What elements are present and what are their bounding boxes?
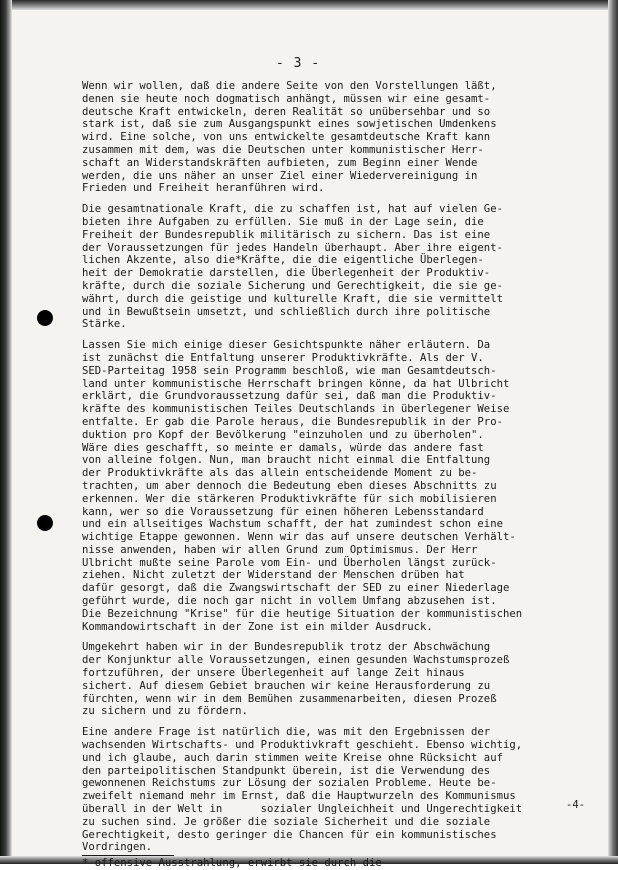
punch-hole-lower (37, 515, 53, 531)
paragraph-2: Die gesamtnationale Kraft, die zu schaffen ist, hat auf vielen Ge- bieten ihre Aufgaben zu erfüllen. Sie muß in der Lage sein, die Freiheit der Bundesrepublik militärisch zu sichern. Das ist eine der Voraussetzungen für jedes Handeln überhaupt. Aber ihre eigent- lichen Akzente, also die*Kräfte, die die eigentliche Überlegen- heit der Demokratie darstellen, die Überlegenheit der Produktiv- kräfte, durch die soziale Sicherung und Gerechtigkeit, die sie ge- währt, durch die geistige und kulturelle Kraft, die sie vermittelt und in Bewußtsein umsetzt, und schließlich durch ihre politische Stärke. (82, 203, 503, 331)
document-body (82, 80, 598, 870)
next-page-marker: -4- (566, 799, 586, 811)
punch-hole-upper (37, 310, 53, 326)
paragraph-1: Wenn wir wollen, daß die andere Seite von den Vorstellungen läßt, denen sie heute noch dogmatisch anhängt, müssen wir eine gesamt- deutsche Kraft entwickeln, deren Realität so unübersehbar und so stark ist, daß sie zum Ausgangspunkt eines sowjetischen Umdenkens wird. Eine solche, von uns entwickelte gesamtdeutsche Kraft kann zusammen mit dem, was die Deutschen unter kommunistischer Herr- schaft an Widerstandskräften aufbieten, zum Beginn einer Wende werden, die uns näher an unser Ziel einer Wiedervereinigung in Frieden und Freiheit heranführen wird. (82, 80, 497, 195)
footnote-rule (82, 855, 174, 856)
page-number: - 3 - (276, 56, 321, 71)
paragraph-4: Umgekehrt haben wir in der Bundesrepublik trotz der Abschwächung der Konjunktur alle Voraussetzungen, einen gesunden Wachstumsprozeß fortzuführen, der unsere Überlegenheit auf lange Zeit hinaus sichert. Auf diesem Gebiet brauchen wir keine Herausforderung zu fürchten, wenn wir in dem Bemühen zusammenarbeiten, diesen Prozeß zu sichern und zu fördern. (82, 641, 510, 718)
paragraph-5: Eine andere Frage ist natürlich die, was mit den Ergebnissen der wachsenden Wirtschafts- und Produktivkraft geschieht. Ebenso wichtig, und ich glaube, auch darin stimmen weite Kreise ohne Rücksicht auf den parteipolitischen Standpunkt überein, ist die Verwendung des gewonnenen Reichstums zur Lösung der sozialen Probleme. Heute be- zweifelt niemand mehr im Ernst, daß die Hauptwurzeln des Kommunismus überall in der Welt in sozialer Ungleichheit und Ungerechtigkeit zu suchen sind. Je größer die soziale Sicherheit und die soziale Gerechtigkeit, desto geringer die Chancen für ein kommunistisches Vordringen. (82, 726, 523, 854)
paragraph-3: Lassen Sie mich einige dieser Gesichtspunkte näher erläutern. Da ist zunächst die Entfaltung unserer Produktivkräfte. Als der V. SED-Parteitag 1958 sein Programm beschloß, wie man Gesamtdeutsch- land unter kommunistische Herrschaft bringen könne, da hat Ulbricht erklärt, die Grundvoraussetzung dafür sei, daß man die Produktiv- kräfte des kommunistischen Teiles Deutschlands in überlegener Weise entfalte. Er gab die Parole heraus, die Bundesrepublik in der Pro- duktion pro Kopf der Bevölkerung "einzuholen und zu überholen". Wäre dies geschafft, so meinte er damals, würde das andere fast von alleine folgen. Nun, man braucht nicht einmal die Entfaltung der Produktivkräfte als das allein entscheidende Moment zu be- trachten, um aber dennoch die Bedeutung eben dieses Abschnitts zu erkennen. Wer die stärkeren Produktivkräfte für sich mobilisieren kann, wer so die Voraussetzung für einen höheren Lebensstandard und ein allseitiges Wachstum schafft, der hat zumindest schon eine wichtige Etappe gewonnen. Wenn wir das auf unsere deutschen Verhält- nisse anwenden, haben wir allen Grund zum Optimismus. Der Herr Ulbricht mußte seine Parole vom Ein- und Überholen längst zurück- ziehen. Nicht zuletzt der Widerstand der Menschen drüben hat dafür gesorgt, daß die Zwangswirtschaft der SED zu einer Niederlage geführt wurde, die noch gar nicht in vollem Umfang abzusehen ist. Die Bezeichnung "Krise" für die heutige Situation der kommunistischen Kommandowirtschaft in der Zone ist ein milder Ausdruck. (82, 339, 523, 633)
scan-edge-left (0, 0, 12, 864)
scan-edge-right (608, 0, 618, 864)
footnote: * offensive Ausstrahlung, erwirbt sie durch die (82, 857, 382, 870)
scan-edge-top (0, 0, 618, 10)
